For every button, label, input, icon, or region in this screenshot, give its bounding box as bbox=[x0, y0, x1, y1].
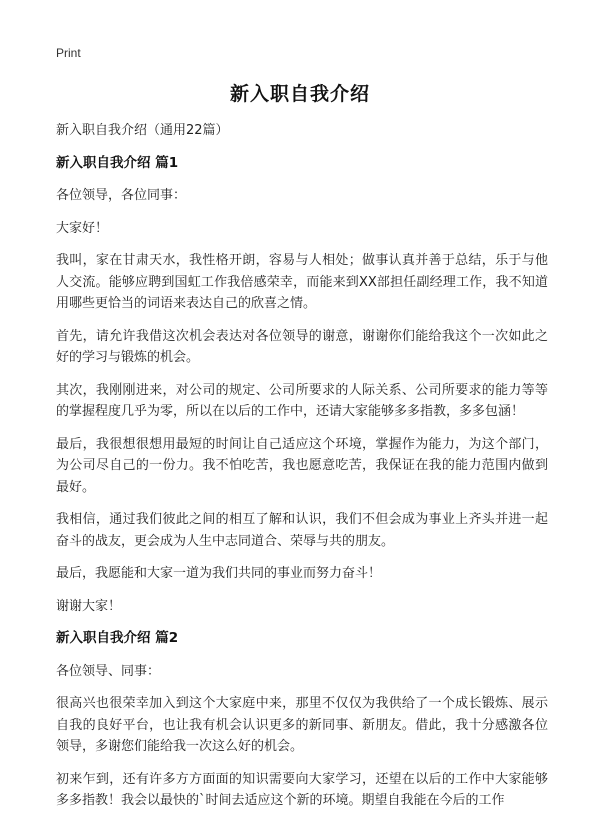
document-body bbox=[56, 120, 548, 823]
paragraph: 最后，我很想很想用最短的时间让自己适应这个环境，掌握作为能力，为这个部门，为公司尽自己的一份力。我不怕吃苦，我也愿意吃苦，我保证在我的能力范围内做到最好。 bbox=[56, 436, 548, 495]
section-heading: 新入职自我介绍 篇1 bbox=[56, 154, 179, 171]
document-subtitle: 新入职自我介绍（通用22篇） bbox=[56, 123, 229, 138]
paragraph: 其次，我刚刚进来，对公司的规定、公司所要求的人际关系、公司所要求的能力等等的掌握程度几乎为零，所以在以后的工作中，还请大家能够多多指教，多多包涵！ bbox=[56, 382, 548, 419]
paragraph: 首先，请允许我借这次机会表达对各位领导的谢意，谢谢你们能给我这个一次如此之好的学习与锻炼的机会。 bbox=[56, 328, 548, 365]
section-heading: 新入职自我介绍 篇2 bbox=[56, 630, 179, 646]
paragraph: 我相信，通过我们彼此之间的相互了解和认识，我们不但会成为事业上齐头并进一起奋斗的战友，更会成为人生中志同道合、荣辱与共的朋友。 bbox=[56, 512, 548, 549]
paragraph: 各位领导，各位同事： bbox=[56, 188, 187, 203]
paragraph: 谢谢大家！ bbox=[56, 598, 122, 614]
print-link[interactable]: Print bbox=[56, 46, 81, 60]
paragraph: 大家好！ bbox=[56, 220, 109, 236]
paragraph: 我叫，家在甘肃天水，我性格开朗，容易与人相处；做事认真并善于总结，乐于与他人交流。能够应聘到国虹工作我倍感荣幸，而能来到XX部担任副经理工作，我不知道用哪些更恰当的词语来表达自己的欣喜之情。 bbox=[56, 253, 548, 311]
paragraph: 各位领导、同事： bbox=[56, 663, 161, 679]
page-title: 新入职自我介绍 bbox=[229, 83, 370, 105]
paragraph: 初来乍到，还有许多方方面面的知识需要向大家学习，还望在以后的工作中大家能够多多指教！我会以最快的`时间去适应这个新的环境。期望自我能在今后的工作 bbox=[56, 771, 548, 808]
paragraph: 很高兴也很荣幸加入到这个大家庭中来，那里不仅仅为我供给了一个成长锻炼、展示自我的良好平台，也让我有机会认识更多的新同事、新朋友。借此，我十分感激各位领导，多谢您们能给我一次这么好的机会。 bbox=[56, 696, 548, 754]
paragraph: 最后，我愿能和大家一道为我们共同的事业而努力奋斗！ bbox=[56, 566, 382, 581]
